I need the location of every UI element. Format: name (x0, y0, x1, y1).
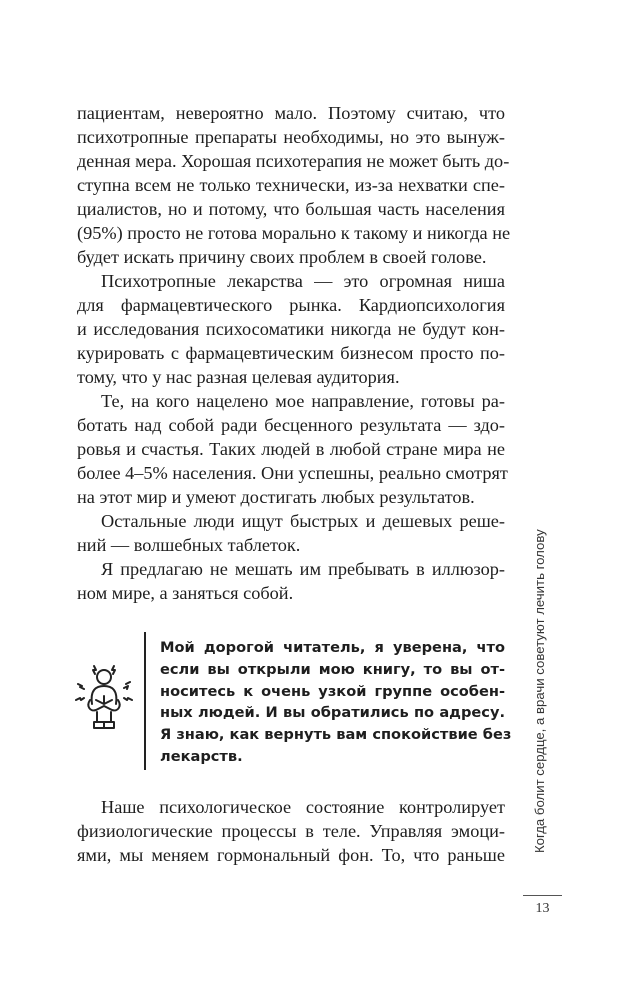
text-line: более 4–5% населения. Они успешны, реально смотрят (77, 463, 508, 483)
stressed-person-reading-icon (72, 660, 136, 740)
text-line: ных людей. И вы обратились по адресу. (160, 704, 505, 722)
text-line: Я предлагаю не мешать им пребывать в иллюзор- (101, 559, 505, 579)
text-line: Остальные люди ищут быстрых и дешевых реше- (101, 511, 505, 531)
text-line: курировать с фармацевтическим бизнесом просто по- (77, 343, 505, 363)
text-line: психотропные препараты необходимы, но это вынуж- (77, 127, 505, 147)
text-line: (95%) просто не готова морально к такому и никогда не (77, 223, 511, 243)
text-line: тому, что у нас разная целевая аудитория. (77, 367, 400, 387)
body-text-bottom (77, 795, 505, 867)
text-line: ступна всем не только технически, из-за нехватки спе- (77, 175, 505, 195)
text-line: на этот мир и умеют достигать любых результатов. (77, 487, 475, 507)
text-line: ботать над собой ради бесценного результата — здо- (77, 415, 505, 435)
text-line: ний — волшебных таблеток. (77, 535, 301, 555)
page-number: 13 (535, 901, 550, 916)
text-line: циалистов, но и потому, что большая часть населения (77, 199, 505, 219)
callout-text (160, 637, 512, 768)
text-line: и исследования психосоматики никогда не будут кон- (77, 319, 505, 339)
text-line: будет искать причину своих проблем в своей голове. (77, 247, 487, 267)
text-line: если вы открыли мою книгу, то вы от- (160, 660, 505, 678)
text-line: пациентам, невероятно мало. Поэтому считаю, что (77, 103, 505, 123)
text-line: ями, мы меняем гормональный фон. То, что раньше (77, 845, 505, 865)
text-line: Те, на кого нацелено мое направление, готовы ра- (101, 391, 505, 411)
text-line: денная мера. Хорошая психотерапия не может быть до- (77, 151, 510, 171)
text-line: ровья и счастья. Таких людей в любой стране мира не (77, 439, 505, 459)
text-line: ном мире, а заняться собой. (77, 583, 294, 603)
text-line: Психотропные лекарства — это огромная ниша (101, 271, 505, 291)
text-line: носитесь к очень узкой группе особен- (160, 682, 505, 700)
text-line: Мой дорогой читатель, я уверена, что (160, 639, 505, 656)
text-line: для фармацевтического рынка. Кардиопсихология (77, 295, 505, 315)
body-text-top (77, 101, 511, 605)
text-line: Наше психологическое состояние контролирует (101, 797, 505, 817)
callout-divider (144, 632, 146, 770)
text-line: физиологические процессы в теле. Управляя эмоци- (77, 821, 505, 841)
running-head: Когда болит сердце, а врачи советуют лечить голову (532, 529, 547, 853)
text-line: Я знаю, как вернуть вам спокойствие без (160, 726, 512, 744)
text-line: лекарств. (160, 747, 243, 765)
page-number-rule (523, 895, 562, 896)
